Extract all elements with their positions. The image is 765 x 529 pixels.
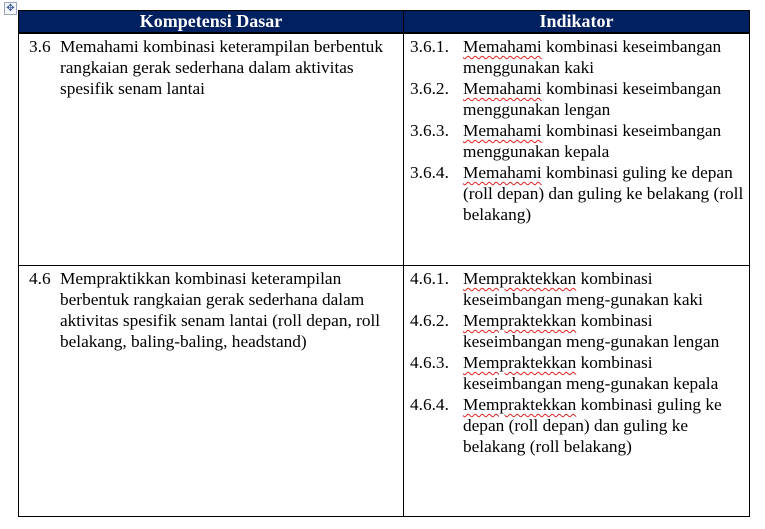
kd-item [25, 36, 399, 99]
indicator-desc: kombinasi guling ke depan (roll depan) dan guling ke belakang (roll belakang) [463, 163, 744, 224]
indicator-desc: kombinasi keseimbangan menggunakan lengan [463, 79, 722, 119]
kd-item [25, 268, 399, 352]
indicator-number: 3.6.4. [410, 163, 449, 182]
kd-number: 4.6 [29, 269, 51, 288]
indicator-desc: kombinasi keseimbangan meng-gunakan kepala [463, 353, 719, 393]
indicator-desc: kombinasi keseimbangan menggunakan kaki [463, 37, 722, 77]
indicator-number: 3.6.1. [410, 37, 449, 56]
indicator-desc: kombinasi keseimbangan meng-gunakan lengan [463, 311, 720, 351]
kd-cell [19, 266, 404, 517]
indicator-item [410, 78, 745, 120]
indikator-cell [404, 33, 750, 266]
table-row [19, 266, 750, 517]
table-row [19, 33, 750, 266]
indicator-item [410, 268, 745, 310]
indicator-verb: Memahami [463, 79, 542, 98]
indicator-text [463, 162, 745, 225]
indicator-text [463, 120, 745, 162]
kd-cell [19, 33, 404, 266]
kd-text: Memahami kombinasi keterampilan berbentuk rangkaian gerak sederhana dalam aktivitas spesifik senam lantai [60, 37, 383, 98]
header-row [19, 11, 750, 34]
indicator-item [410, 310, 745, 352]
indicator-item [410, 36, 745, 78]
indicator-verb: Memahami [463, 163, 542, 182]
indicator-text [463, 268, 745, 310]
kd-indikator-table [18, 10, 750, 517]
indicator-number: 3.6.3. [410, 121, 449, 140]
indicator-number: 4.6.1. [410, 269, 449, 288]
table-move-handle-icon[interactable]: ✥ [4, 2, 17, 15]
indicator-item [410, 120, 745, 162]
indicator-number: 3.6.2. [410, 79, 449, 98]
indicator-text [463, 310, 745, 352]
indicator-desc: kombinasi keseimbangan menggunakan kepala [463, 121, 722, 161]
indicator-item [410, 162, 745, 225]
kd-text: Mempraktikkan kombinasi keterampilan berbentuk rangkaian gerak sederhana dalam aktivitas spesifik senam lantai (roll depan, roll belakang, baling-baling, headstand) [60, 269, 381, 351]
indicator-desc: kombinasi keseimbangan meng-gunakan kaki [463, 269, 703, 309]
indikator-cell [404, 266, 750, 517]
indicator-text [463, 78, 745, 120]
indicator-item [410, 352, 745, 394]
indicator-item [410, 394, 745, 457]
header-indikator: Indikator [404, 11, 750, 34]
indicator-verb: Mempraktekkan [463, 395, 577, 414]
indicator-verb: Mempraktekkan [463, 311, 577, 330]
indicator-number: 4.6.2. [410, 311, 449, 330]
indicator-verb: Mempraktekkan [463, 353, 577, 372]
indicator-desc: kombinasi guling ke depan (roll depan) dan guling ke belakang (roll belakang) [463, 395, 722, 456]
indicator-verb: Mempraktekkan [463, 269, 577, 288]
indicator-number: 4.6.3. [410, 353, 449, 372]
indicator-verb: Memahami [463, 37, 542, 56]
indicator-number: 4.6.4. [410, 395, 449, 414]
indicator-text [463, 352, 745, 394]
kd-number: 3.6 [29, 37, 51, 56]
indicator-text [463, 394, 745, 457]
indicator-verb: Memahami [463, 121, 542, 140]
indicator-text [463, 36, 745, 78]
header-kompetensi-dasar: Kompetensi Dasar [19, 11, 404, 34]
